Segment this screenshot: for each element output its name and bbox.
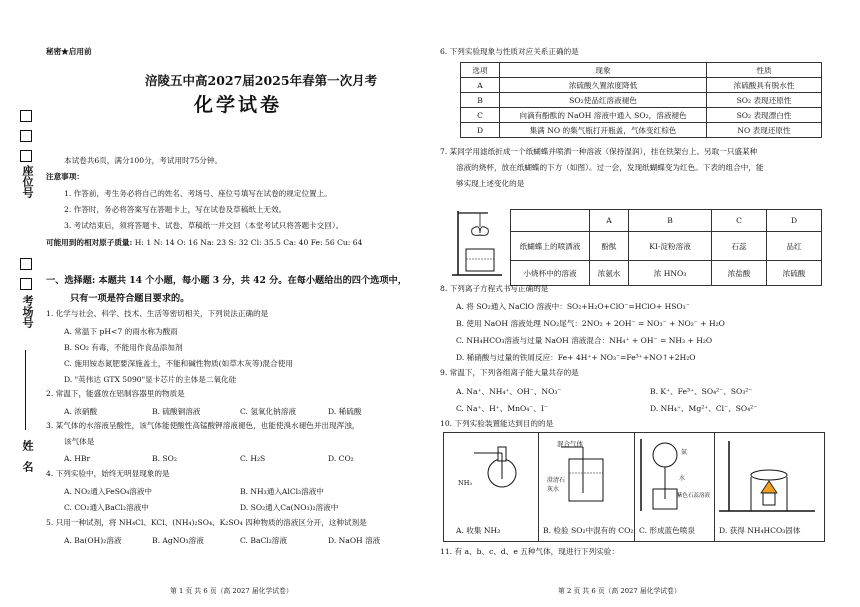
q10-panel-a[interactable] [443, 432, 539, 542]
q7-cell: 纸蝴蝶上的喷洒液 [511, 232, 590, 261]
q7-stem-2: 溶液的烧杯，放在纸蝴蝶的下方（如图）。过一会，发现纸蝴蝶变为红色。下表的组合中，能 [456, 163, 764, 172]
q1-stem: 1. 化学与社会、科学、技术、生活等密切相关，下列说法正确的是 [46, 309, 269, 318]
q10-lime-label: 澄清石灰水 [547, 477, 566, 493]
q3-option-d[interactable]: D. CO₂ [328, 454, 354, 463]
q6-cell: C [461, 108, 500, 123]
butterfly-stand-diagram [452, 205, 504, 277]
q5-option-c[interactable]: C. BaCl₂溶液 [240, 536, 287, 545]
q2-option-d[interactable]: D. 稀硫酸 [328, 407, 362, 416]
q5-option-a[interactable]: A. Ba(OH)₂溶液 [64, 536, 122, 545]
footer-right: 第 2 页 共 6 页（高 2027 届化学试卷） [558, 587, 681, 595]
q5-option-d[interactable]: D. NaOH 溶液 [328, 536, 381, 545]
q2-option-a[interactable]: A. 浓硝酸 [64, 407, 98, 416]
flask-collect-icon [444, 433, 538, 517]
seat-box-2 [20, 130, 32, 142]
q7-header [511, 210, 590, 232]
q9-stem: 9. 常温下，下列各组离子能大量共存的是 [440, 368, 579, 377]
q10-panel-d[interactable] [715, 432, 825, 542]
notice-2: 2. 作答时，务必将答案写在答题卡上，写在试卷及草稿纸上无效。 [64, 205, 287, 214]
q4-stem: 4. 下列实验中，始终无明显现象的是 [46, 469, 170, 478]
q10-mix-label: 混合气体 [557, 440, 583, 448]
q7-cell: 浓硫酸 [767, 261, 822, 286]
atomic-mass-values: H: 1 N: 14 O: 16 Na: 23 S: 32 Cl: 35.5 Ca: 40 Fe: 56 Cu: 64 [134, 238, 363, 247]
q10-liquid-label: 紫色石蕊溶液 [677, 493, 711, 499]
q5-option-b[interactable]: B. AgNO₃溶液 [152, 536, 204, 545]
q2-option-c[interactable]: C. 氢氧化钠溶液 [240, 407, 296, 416]
q4-option-a[interactable]: A. NO₂通入FeSO₄溶液中 [64, 487, 153, 496]
q7-header: D [767, 210, 822, 232]
name-label: 姓名 [21, 440, 34, 482]
q6-cell: D [461, 123, 500, 138]
q10-ammonia-label: 氨 [681, 449, 688, 456]
q6-header-property: 性质 [707, 63, 822, 78]
exam-meta: 本试卷共6页，满分100分，考试用时75分钟。 [64, 156, 223, 165]
q4-option-c[interactable]: C. CO₂通入BaCl₂溶液中 [64, 503, 149, 512]
q1-option-b[interactable]: B. SO₂ 有毒，不能用作食品添加剂 [64, 343, 183, 352]
room-box-2 [20, 278, 32, 290]
q9-option-a[interactable]: A. Na⁺、NH₄⁺、OH⁻、NO₃⁻ [456, 387, 562, 396]
q10-option-a: A. 收集 NH₃ [456, 526, 501, 535]
room-label: 考场号 [21, 295, 34, 328]
confidential-mark: 秘密★启用前 [46, 47, 92, 56]
atomic-mass [46, 239, 362, 247]
q9-option-c[interactable]: C. Na⁺、H⁺、MnO₄⁻、I⁻ [456, 404, 548, 413]
q7-table [510, 209, 822, 286]
q6-cell: SO₂使品红溶液褪色 [500, 93, 707, 108]
q8-option-c[interactable]: C. NH₄HCO₃溶液与过量 NaOH 溶液混合：NH₄⁺ + OH⁻ = NH₃ + H₂O [456, 336, 713, 345]
q5-stem: 5. 只用一种试剂，将 NH₄Cl、KCl、(NH₄)₂SO₄、K₂SO₄ 四种物质的溶液区分开，这种试剂是 [46, 518, 367, 527]
q6-table [460, 62, 822, 138]
notice-title: 注意事项： [46, 172, 84, 181]
q11-stem: 11. 有 a、b、c、d、e 五种气体，现进行下列实验： [440, 547, 619, 556]
q6-cell: SO₂ 表现漂白性 [707, 108, 822, 123]
q7-cell: 浓氨水 [590, 261, 629, 286]
q6-cell: 向滴有酚酞的 NaOH 溶液中通入 SO₂，溶液褪色 [500, 108, 707, 123]
q9-option-b[interactable]: B. K⁺、Fe³⁺、SO₄²⁻、SO₃²⁻ [650, 387, 753, 396]
q4-option-b[interactable]: B. NH₃通入AlCl₃溶液中 [240, 487, 324, 496]
q7-cell: 浓 HNO₃ [629, 261, 712, 286]
q7-header: A [590, 210, 629, 232]
q7-cell: 石蕊 [712, 232, 767, 261]
q6-cell: SO₂ 表现还原性 [707, 93, 822, 108]
notice-3: 3. 考试结束后，须将答题卡、试卷、草稿纸一并交回（本堂考试只将答题卡交回）。 [64, 221, 344, 230]
section-1-title: 一、选择题: 本题共 14 个小题，每小题 3 分，共 42 分。在每小题给出的四个选项中， [46, 275, 407, 286]
notice-1: 1. 作答前，考生务必将自己的姓名、考场号、座位号填写在试卷的规定位置上。 [64, 189, 332, 198]
q10-stem: 10. 下列实验装置能达到目的的是 [440, 419, 554, 428]
fountain-icon [635, 433, 713, 517]
q10-nh3-label: NH₃ [458, 479, 472, 487]
seat-label: 座位号 [21, 165, 34, 198]
q7-header: C [712, 210, 767, 232]
q6-header-phenomenon: 现象 [500, 63, 707, 78]
q7-stem-3: 够实现上述变化的是 [456, 179, 525, 188]
q10-option-b: B. 检验 SO₂中混有的 CO₂ [543, 526, 634, 535]
q3-option-c[interactable]: C. H₂S [240, 454, 266, 463]
seat-box-1 [20, 110, 32, 122]
q1-option-d[interactable]: D. "英伟达 GTX 5090"显卡芯片的主体是二氧化硅 [64, 375, 237, 384]
q10-water-label: 水 [679, 475, 686, 482]
q2-stem: 2. 常温下，能盛放在铝制容器里的物质是 [46, 389, 185, 398]
q8-option-b[interactable]: B. 使用 NaOH 溶液处理 NO₂尾气：2NO₂ + 2OH⁻ = NO₃⁻ + NO₂⁻ + H₂O [456, 319, 725, 328]
q3-option-b[interactable]: B. SO₂ [152, 454, 177, 463]
section-1-title-2: 只有一项是符合题目要求的。 [70, 293, 190, 304]
subject-title: 化学试卷 [194, 94, 283, 116]
q10-option-c: C. 形成蓝色喷泉 [639, 526, 695, 535]
q2-option-b[interactable]: B. 硫酸铜溶液 [152, 407, 201, 416]
footer-left: 第 1 页 共 6 页（高 2027 届化学试卷） [170, 587, 293, 595]
q6-cell: 集满 NO 的集气瓶打开瓶盖，气体变红棕色 [500, 123, 707, 138]
q6-cell: A [461, 78, 500, 93]
q4-option-d[interactable]: D. SO₂通入Ca(NO₃)₂溶液中 [240, 503, 339, 512]
q8-stem: 8. 下列离子方程式书写正确的是 [440, 284, 549, 293]
q3-option-a[interactable]: A. HBr [64, 454, 91, 463]
q10-panel-c[interactable] [635, 432, 715, 542]
q6-cell: B [461, 93, 500, 108]
q8-option-a[interactable]: A. 将 SO₂通入 NaClO 溶液中：SO₂+H₂O+ClO⁻=HClO+ HSO₃⁻ [456, 302, 690, 311]
exam-title: 涪陵五中高2027届2025年春第一次月考 [145, 73, 378, 88]
q10-option-d: D. 获得 NH₄HCO₃固体 [719, 526, 801, 535]
q7-cell: KI-淀粉溶液 [629, 232, 712, 261]
seat-box-3 [20, 150, 32, 162]
q7-cell: 浓盐酸 [712, 261, 767, 286]
q3-stem-2: 该气体是 [64, 437, 95, 446]
q10-panel-b[interactable] [539, 432, 635, 542]
q6-cell: NO 表现还原性 [707, 123, 822, 138]
q3-stem: 3. 某气体的水溶液呈酸性，该气体能使酸性高锰酸钾溶液褪色，也能使溴水褪色并出现浑浊， [46, 421, 360, 430]
room-box-1 [20, 258, 32, 270]
q7-stem: 7. 某同学用滤纸折成一个纸蝴蝶并喷洒一种溶液（保持湿润），挂在铁架台上。另取一只盛某种 [440, 147, 758, 156]
q1-option-a[interactable]: A. 常温下 pH<7 的雨水称为酸雨 [64, 327, 178, 336]
q7-cell: 小烧杯中的溶液 [511, 261, 590, 286]
q6-stem: 6. 下列实验现象与性质对应关系正确的是 [440, 47, 579, 56]
q6-cell: 浓硫酸久置浓度降低 [500, 78, 707, 93]
name-line [25, 350, 26, 430]
q9-option-d[interactable]: D. NH₄⁺、Mg²⁺、Cl⁻、SO₄²⁻ [650, 404, 758, 413]
q7-cell: 酚酞 [590, 232, 629, 261]
atomic-mass-label: 可能用到的相对原子质量: [46, 238, 133, 247]
evaporation-icon [715, 433, 823, 517]
q6-header-option: 选项 [461, 63, 500, 78]
q1-option-c[interactable]: C. 施用铵态氮肥要深施盖土，不能和碱性物质(如草木灰等)混合使用 [64, 359, 293, 368]
q6-cell: 浓硫酸具有脱水性 [707, 78, 822, 93]
q7-header: B [629, 210, 712, 232]
q7-cell: 品红 [767, 232, 822, 261]
q8-option-d[interactable]: D. 稀硝酸与过量的铁屑反应：Fe+ 4H⁺+ NO₃⁻=Fe³⁺+NO↑+2H₂O [456, 353, 696, 362]
